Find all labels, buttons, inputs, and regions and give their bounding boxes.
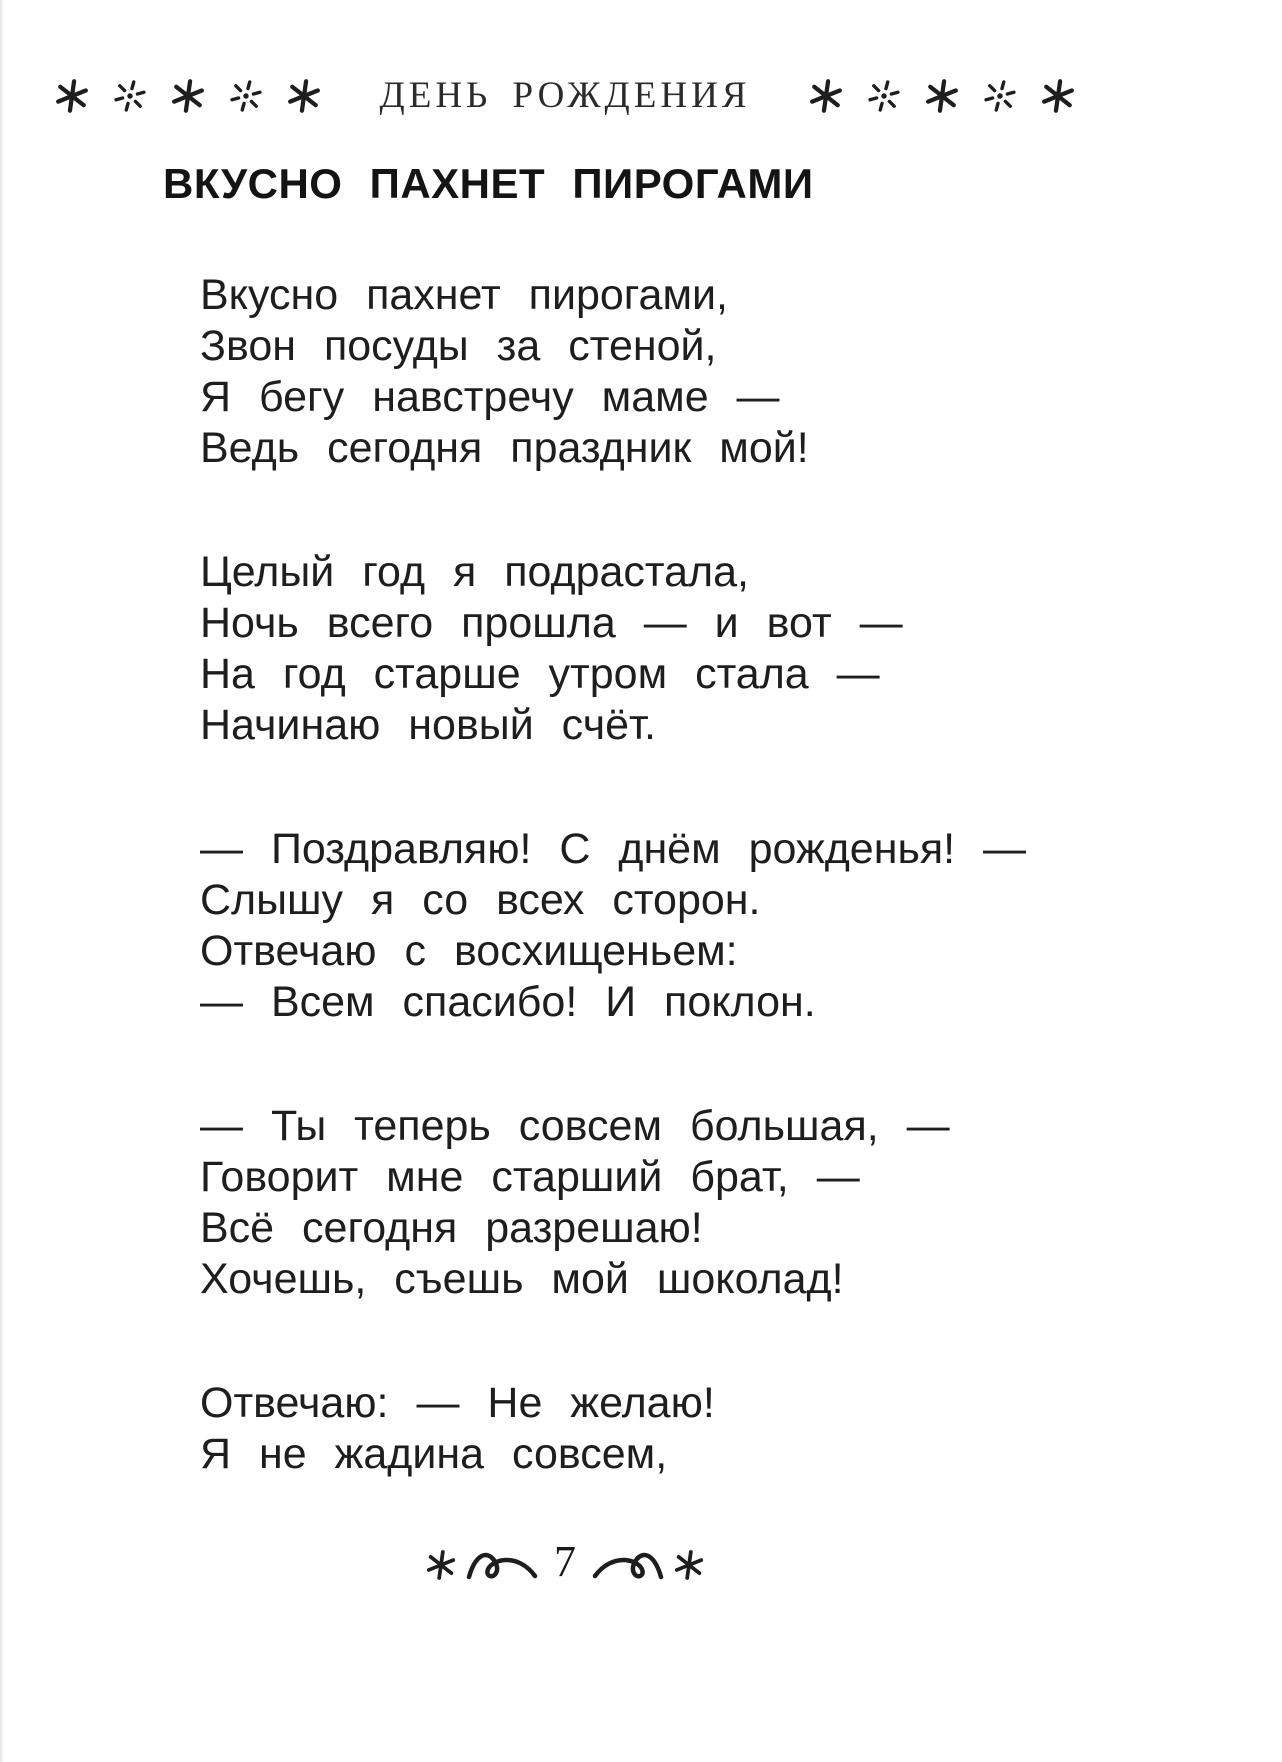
running-header [55, 74, 1075, 117]
header-stars-right [809, 79, 1075, 113]
solid-star-icon [1041, 79, 1075, 113]
poem-line: Звон посуды за стеной, [200, 322, 717, 370]
poem-line: Я не жадина совсем, [200, 1430, 668, 1478]
poem-line: — Поздравляю! С днём рожденья! — [200, 825, 1027, 873]
poem-line: Начинаю новый счёт. [200, 701, 656, 749]
page-footer [170, 1536, 960, 1593]
poem-stanza [200, 1101, 1060, 1305]
footer-flourish-left-icon [466, 1547, 538, 1583]
solid-star-icon [925, 79, 959, 113]
poem-body [200, 270, 1060, 1553]
dotted-star-icon [113, 79, 147, 113]
poem-line: Всё сегодня разрешаю! [200, 1204, 703, 1252]
footer-star-left-icon [426, 1550, 456, 1580]
poem-line: Говорит мне старший брат, — [200, 1153, 860, 1201]
solid-star-icon [171, 79, 205, 113]
page-number: 7 [554, 1537, 576, 1586]
footer-star-right-icon [674, 1550, 704, 1580]
solid-star-icon [55, 79, 89, 113]
poem-line: — Ты теперь совсем большая, — [200, 1102, 950, 1150]
poem-line: На год старше утром стала — [200, 650, 880, 698]
dotted-star-icon [229, 79, 263, 113]
poem-stanza [200, 547, 1060, 751]
poem-line: Целый год я подрастала, [200, 548, 749, 596]
poem-line: Вкусно пахнет пирогами, [200, 271, 728, 319]
dotted-star-icon [983, 79, 1017, 113]
poem-line: Отвечаю с восхищеньем: [200, 927, 738, 975]
poem-line: Слышу я со всех сторон. [200, 876, 761, 924]
poem-line: Ночь всего прошла — и вот — [200, 599, 903, 647]
footer-flourish-right-icon [592, 1547, 664, 1583]
poem-line: — Всем спасибо! И поклон. [200, 978, 816, 1026]
poem-title: ВКУСНО ПАХНЕТ ПИРОГАМИ [163, 160, 814, 207]
running-header-title: ДЕНЬ РОЖДЕНИЯ [379, 75, 751, 116]
dotted-star-icon [867, 79, 901, 113]
solid-star-icon [287, 79, 321, 113]
poem-line: Я бегу навстречу маме — [200, 373, 780, 421]
poem-line: Отвечаю: — Не желаю! [200, 1379, 715, 1427]
poem-stanza [200, 270, 1060, 474]
poem-line: Ведь сегодня праздник мой! [200, 424, 809, 472]
poem-stanza [200, 824, 1060, 1028]
solid-star-icon [809, 79, 843, 113]
poem-stanza [200, 1378, 1060, 1480]
poem-line: Хочешь, съешь мой шоколад! [200, 1255, 844, 1303]
header-stars-left [55, 79, 321, 113]
